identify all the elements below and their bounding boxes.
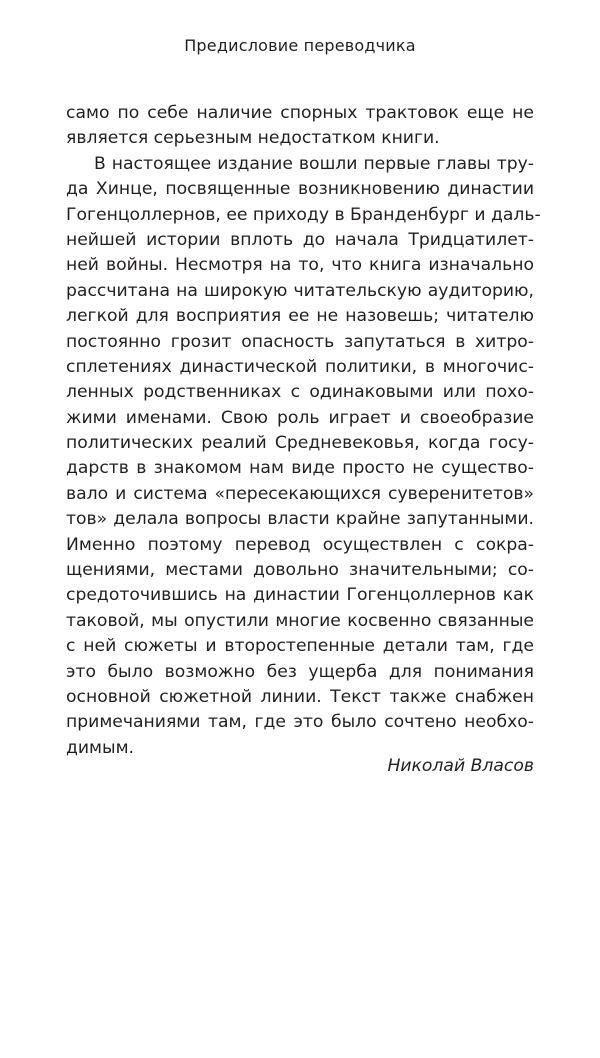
text-line: политических реалий Средневековья, когда госу- — [66, 433, 534, 454]
text-line: щениями, местами довольно значительными; со- — [66, 560, 534, 581]
text-line: жими именами. Свою роль играет и своеобразие — [66, 407, 534, 428]
text-line: димым. — [66, 737, 135, 758]
text-line: сплетениях династической политики, в многочис- — [66, 356, 534, 377]
text-line: само по себе наличие спорных трактовок еще не — [66, 103, 534, 123]
text-line: Гогенцоллернов, ее приходу в Бранденбург и даль- — [66, 204, 541, 225]
text-line: является серьезным недостатком книги. — [66, 128, 440, 149]
text-line: с ней сюжеты и второстепенные детали там, где — [66, 636, 534, 657]
text-line: таковой, мы опустили многие косвенно связанные — [66, 610, 534, 631]
text-line: да Хинце, посвященные возникновению династии — [66, 179, 534, 200]
author-signature: Николай Власов — [387, 756, 534, 776]
text-line: дарств в знакомом нам виде просто не существо- — [66, 458, 534, 479]
text-line: это было возможно без ущерба для понимания — [66, 661, 534, 682]
text-line: Именно поэтому перевод осуществлен с сокра- — [66, 534, 534, 555]
text-line: легкой для восприятия ее не назовешь; читателю — [66, 306, 534, 327]
text-line: рассчитана на широкую читательскую аудиторию, — [66, 280, 534, 301]
running-header: Предисловие переводчика — [184, 36, 416, 55]
text-line: тов» делала вопросы власти крайне запутанными. — [66, 509, 534, 530]
body-text — [66, 101, 541, 761]
text-line: средоточившись на династии Гогенцоллернов как — [66, 585, 534, 606]
text-line: примечаниями там, где это было сочтено необхо- — [66, 712, 534, 733]
text-line: ленных родственниках с одинаковыми или похо- — [66, 382, 534, 403]
text-line: нейшей истории вплоть до начала Тридцатилет- — [66, 229, 534, 250]
text-line: основной сюжетной линии. Текст также снабжен — [66, 686, 534, 707]
text-line: В настоящее издание вошли первые главы тру- — [94, 153, 534, 174]
text-line: постоянно грозит опасность запутаться в хитро- — [66, 331, 534, 352]
text-line: ней войны. Несмотря на то, что книга изначально — [66, 255, 534, 276]
text-line: вало и система «пересекающихся суверенитетов» — [66, 483, 534, 504]
